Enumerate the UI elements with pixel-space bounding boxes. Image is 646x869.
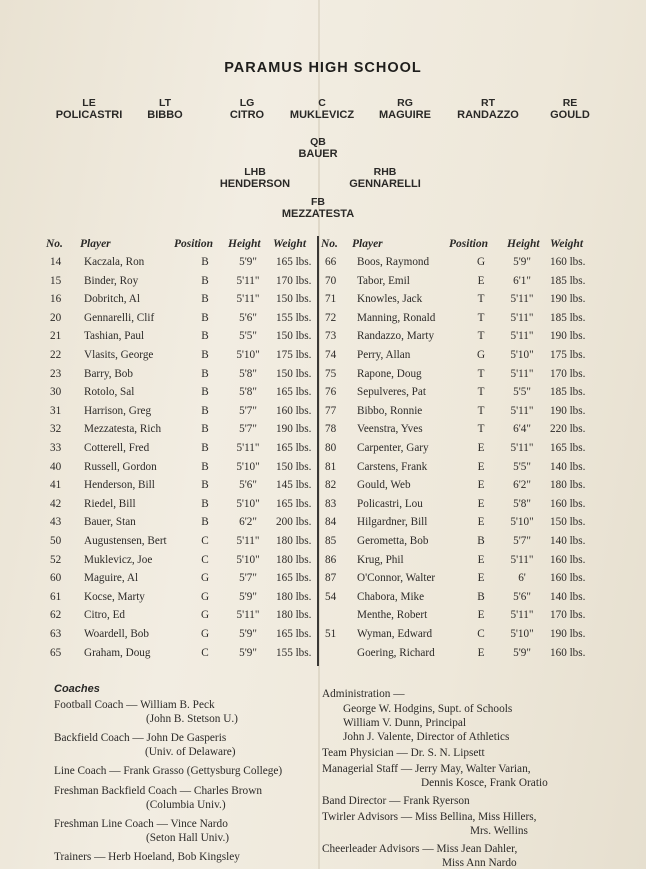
left-roster-player: Maguire, Al (84, 572, 139, 585)
left-roster-position: B (201, 256, 209, 268)
lineup-fb-abbr: FB (311, 196, 325, 208)
right-roster-height: 6'4" (513, 423, 531, 436)
right-roster-weight: 190 lbs. (550, 404, 586, 417)
football-coach-school: (John B. Stetson U.) (146, 713, 238, 725)
right-roster-player: Carstens, Frank (357, 460, 428, 473)
left-roster-weight: 150 lbs. (276, 460, 312, 473)
right-roster-weight: 160 lbs. (550, 646, 586, 659)
left-roster-position: G (200, 590, 210, 603)
left-roster-position: B (201, 442, 209, 454)
lineup-lt (130, 97, 200, 121)
left-roster-weight: 180 lbs. (276, 590, 312, 603)
freshman-backfield-coach: Freshman Backfield Coach — Charles Brown (54, 785, 263, 797)
right-roster-position: E (477, 553, 485, 566)
right-roster-weight: 170 lbs. (550, 367, 586, 380)
right-roster-weight: 190 lbs. (550, 628, 586, 640)
right-roster-player: Gould, Web (357, 479, 411, 492)
right-roster-player: Hilgardner, Bill (357, 516, 428, 529)
left-roster-height: 5'7" (239, 423, 257, 436)
right-roster-weight: 140 lbs. (550, 460, 586, 473)
left-roster-position: B (201, 479, 209, 492)
left-roster-height: 5'11" (236, 609, 260, 622)
right-roster-position: T (477, 367, 485, 380)
lineup-qb-abbr: QB (310, 136, 326, 148)
trainers: Trainers — Herb Hoeland, Bob Kingsley (54, 851, 240, 863)
football-coach: Football Coach — William B. Peck (54, 699, 215, 711)
left-roster-height: 5'10" (236, 497, 260, 510)
right-roster-row (0, 647, 646, 669)
left-roster-height: 5'5" (239, 330, 257, 343)
right-roster-height: 5'5" (513, 386, 531, 399)
left-roster-position: B (201, 497, 209, 510)
right-roster-no: 85 (325, 535, 337, 547)
right-header-position: Position (449, 238, 488, 250)
left-roster-height: 6'2" (239, 516, 257, 529)
lineup-rg-name: MAGUIRE (379, 109, 431, 121)
right-roster-position: T (477, 330, 485, 343)
left-roster-height: 5'6" (239, 479, 257, 492)
right-roster-player: Wyman, Edward (357, 628, 433, 640)
left-roster-no: 31 (50, 404, 62, 417)
left-roster-player: Rotolo, Sal (84, 386, 135, 399)
left-roster-weight: 145 lbs. (276, 479, 312, 492)
right-roster-no: 72 (325, 311, 337, 324)
right-roster-player: Rapone, Doug (357, 367, 422, 380)
administration-heading: Administration — (322, 688, 405, 700)
left-roster-player: Kaczala, Ron (84, 256, 145, 268)
right-roster-position: E (477, 516, 485, 529)
left-roster-no: 22 (50, 349, 62, 361)
left-roster-height: 5'11" (236, 274, 260, 287)
right-roster-height: 5'10" (510, 516, 534, 529)
right-roster-height: 5'11" (510, 609, 534, 622)
right-roster-no: 82 (325, 479, 337, 492)
right-roster-player: Sepulveres, Pat (357, 386, 426, 399)
page-title: PARAMUS HIGH SCHOOL (224, 60, 422, 76)
right-roster-position: T (477, 423, 485, 436)
left-roster-position: G (200, 572, 210, 585)
right-roster-no: 70 (325, 274, 337, 287)
left-roster-player: Bauer, Stan (84, 516, 136, 529)
right-roster-weight: 190 lbs. (550, 330, 586, 343)
left-roster-no: 42 (50, 497, 62, 510)
left-roster-weight: 180 lbs. (276, 609, 312, 622)
right-roster-player: Policastri, Lou (357, 497, 423, 510)
left-roster-weight: 165 lbs. (276, 497, 312, 510)
left-roster-player: Dobritch, Al (84, 293, 140, 306)
left-roster-weight: 165 lbs. (276, 256, 312, 268)
right-roster-height: 5'11" (510, 404, 534, 417)
lineup-fb-name: MEZZATESTA (281, 208, 355, 220)
right-roster-position: E (477, 609, 485, 622)
left-roster-position: C (201, 535, 209, 547)
right-roster-weight: 190 lbs. (550, 293, 586, 306)
lineup-c-abbr: C (318, 97, 326, 109)
right-header-height: Height (507, 238, 540, 250)
left-roster-player: Henderson, Bill (84, 479, 155, 492)
right-roster-weight: 185 lbs. (550, 311, 586, 324)
right-roster-height: 6' (518, 572, 526, 585)
right-roster-no: 54 (325, 590, 337, 603)
left-roster-no: 41 (50, 479, 62, 492)
left-roster-weight: 180 lbs. (276, 553, 312, 566)
left-roster-no: 16 (50, 293, 62, 306)
left-roster-weight: 160 lbs. (276, 404, 312, 417)
right-header-weight: Weight (550, 238, 584, 250)
lineup-re (535, 97, 605, 121)
right-roster-position: E (477, 497, 485, 510)
right-roster-position: G (476, 349, 486, 361)
right-roster-no: 77 (325, 404, 337, 417)
left-roster-position: B (201, 386, 209, 399)
left-roster-no: 33 (50, 442, 62, 454)
right-roster-player: Menthe, Robert (357, 609, 428, 622)
right-roster-no: 84 (325, 516, 337, 529)
twirler-advisors-1: Twirler Advisors — Miss Bellina, Miss Hillers, (322, 811, 537, 823)
left-roster-no: 15 (50, 274, 62, 287)
right-roster-player: Perry, Allan (357, 349, 411, 361)
lineup-rhb (335, 166, 435, 190)
left-header-weight: Weight (273, 238, 307, 250)
lineup-c-name: MUKLEVICZ (289, 109, 355, 121)
right-roster-player: Carpenter, Gary (357, 442, 429, 454)
left-roster-player: Harrison, Greg (84, 404, 152, 417)
left-roster-height: 5'9" (239, 646, 257, 659)
right-roster-weight: 170 lbs. (550, 609, 586, 622)
right-roster-no: 73 (325, 330, 337, 343)
admin-athletics: John J. Valente, Director of Athletics (343, 731, 510, 743)
lineup-rt-abbr: RT (481, 97, 495, 109)
left-roster-height: 5'11" (236, 442, 260, 454)
left-roster-height: 5'11" (236, 293, 260, 306)
left-roster-weight: 175 lbs. (276, 349, 312, 361)
lineup-rg (365, 97, 445, 121)
left-roster-height: 5'7" (239, 572, 257, 585)
left-roster-height: 5'9" (239, 590, 257, 603)
left-roster-player: Citro, Ed (84, 609, 126, 622)
left-roster-position: G (200, 609, 210, 622)
left-roster-weight: 165 lbs. (276, 386, 312, 399)
right-roster-position: E (477, 572, 485, 585)
right-roster-position: E (477, 646, 485, 659)
right-roster-player: Manning, Ronald (357, 311, 436, 324)
lineup-lg-name: CITRO (229, 109, 265, 121)
lineup-lt-name: BIBBO (147, 109, 183, 121)
right-roster-player: Veenstra, Yves (357, 423, 423, 436)
left-roster-position: C (201, 646, 209, 659)
right-roster-height: 5'9" (513, 646, 531, 659)
right-roster-weight: 160 lbs. (550, 497, 586, 510)
lineup-lg (212, 97, 282, 121)
left-roster-height: 5'7" (239, 404, 257, 417)
left-roster-position: B (201, 516, 209, 529)
left-roster-position: G (200, 628, 210, 640)
left-roster-weight: 165 lbs. (276, 442, 312, 454)
left-roster-player: Vlasits, George (84, 349, 154, 361)
left-roster-no: 62 (50, 609, 62, 622)
left-roster-height: 5'9" (239, 628, 257, 640)
left-roster-no: 63 (50, 628, 62, 640)
right-roster-no: 51 (325, 628, 337, 640)
right-roster-weight: 140 lbs. (550, 590, 586, 603)
left-roster-player: Cotterell, Fred (84, 442, 150, 454)
left-roster-no: 50 (50, 535, 62, 547)
right-roster-no: 75 (325, 367, 337, 380)
right-roster-position: B (477, 535, 485, 547)
left-roster-weight: 155 lbs. (276, 311, 312, 324)
right-roster-weight: 175 lbs. (550, 349, 586, 361)
right-roster-weight: 160 lbs. (550, 572, 586, 585)
right-header-player: Player (352, 238, 383, 250)
left-roster-position: C (201, 553, 209, 566)
freshman-line-coach: Freshman Line Coach — Vince Nardo (54, 818, 228, 830)
right-roster-weight: 160 lbs. (550, 553, 586, 566)
left-roster-no: 61 (50, 590, 62, 603)
right-roster-weight: 165 lbs. (550, 442, 586, 454)
right-header-no: No. (321, 238, 338, 250)
left-roster-position: B (201, 330, 209, 343)
cheerleader-advisors-1: Cheerleader Advisors — Miss Jean Dahler, (322, 843, 518, 855)
left-roster-position: B (201, 274, 209, 287)
lineup-rhb-abbr: RHB (373, 166, 397, 178)
left-roster-position: B (201, 311, 209, 324)
lineup-lt-abbr: LT (158, 97, 172, 109)
right-roster-player: Tabor, Emil (357, 274, 410, 287)
left-roster-player: Kocse, Marty (84, 590, 145, 603)
left-roster-no: 14 (50, 256, 62, 268)
lineup-le-abbr: LE (82, 97, 96, 109)
left-roster-player: Mezzatesta, Rich (84, 423, 162, 436)
left-roster-player: Woardell, Bob (84, 628, 149, 640)
left-roster-position: B (201, 349, 209, 361)
right-roster-position: T (477, 311, 485, 324)
right-roster-height: 5'9" (513, 256, 531, 268)
team-physician: Team Physician — Dr. S. N. Lipsett (322, 747, 485, 759)
lineup-fb (268, 196, 368, 220)
right-roster-position: G (476, 256, 486, 268)
left-roster-player: Binder, Roy (84, 274, 139, 287)
right-roster-position: T (477, 404, 485, 417)
right-roster-no: 81 (325, 460, 337, 473)
left-roster-height: 5'10" (236, 460, 260, 473)
left-header-no: No. (46, 238, 63, 250)
left-roster-player: Barry, Bob (84, 367, 133, 380)
lineup-le-name: POLICASTRI (55, 109, 123, 121)
left-roster-player: Augustensen, Bert (84, 535, 167, 547)
right-roster-weight: 185 lbs. (550, 274, 586, 287)
right-roster-height: 6'2" (513, 479, 531, 492)
band-director: Band Director — Frank Ryerson (322, 795, 470, 807)
right-roster-no: 66 (325, 256, 337, 268)
right-roster-height: 5'5" (513, 460, 531, 473)
left-roster-player: Gennarelli, Clif (84, 311, 155, 324)
right-roster-position: E (477, 274, 485, 287)
left-roster-weight: 165 lbs. (276, 572, 312, 585)
left-roster-no: 23 (50, 367, 62, 380)
lineup-lhb (205, 166, 305, 190)
lineup-rt-name: RANDAZZO (457, 109, 519, 121)
right-roster-player: Chabora, Mike (357, 590, 425, 603)
right-roster-height: 5'11" (510, 367, 534, 380)
left-header-player: Player (80, 238, 111, 250)
right-roster-position: T (477, 386, 485, 399)
coaches-heading: Coaches (54, 683, 100, 695)
right-roster-position: T (477, 293, 485, 306)
lineup-re-name: GOULD (550, 109, 590, 121)
left-roster-position: B (201, 404, 209, 417)
lineup-le (44, 97, 134, 121)
right-roster-weight: 140 lbs. (550, 535, 586, 547)
line-coach: Line Coach — Frank Grasso (Gettysburg College) (54, 765, 283, 777)
left-roster-player: Tashian, Paul (84, 330, 145, 343)
right-roster-height: 5'7" (513, 535, 531, 547)
right-roster-height: 5'11" (510, 553, 534, 566)
left-roster-height: 5'10" (236, 349, 260, 361)
left-roster-weight: 150 lbs. (276, 367, 312, 380)
right-roster-weight: 160 lbs. (550, 256, 586, 268)
cheerleader-advisors-2: Miss Ann Nardo (442, 857, 517, 869)
right-roster-height: 6'1" (513, 274, 531, 287)
backfield-coach: Backfield Coach — John De Gasperis (54, 732, 227, 744)
left-roster-no: 20 (50, 311, 62, 324)
lineup-rt (448, 97, 528, 121)
left-roster-player: Riedel, Bill (84, 497, 136, 510)
right-roster-height: 5'10" (510, 349, 534, 361)
left-roster-player: Russell, Gordon (84, 460, 157, 473)
right-roster-no: 87 (325, 572, 337, 585)
lineup-qb-name: BAUER (298, 148, 338, 160)
left-roster-position: B (201, 460, 209, 473)
left-roster-no: 52 (50, 553, 62, 566)
freshman-backfield-school: (Columbia Univ.) (146, 799, 226, 811)
left-roster-no: 32 (50, 423, 62, 436)
left-roster-weight: 155 lbs. (276, 646, 312, 659)
right-roster-height: 5'10" (510, 628, 534, 640)
left-roster-position: B (201, 423, 209, 436)
right-roster-weight: 220 lbs. (550, 423, 586, 436)
right-roster-weight: 150 lbs. (550, 516, 586, 529)
left-roster-height: 5'9" (239, 256, 257, 268)
right-roster-height: 5'6" (513, 590, 531, 603)
left-roster-weight: 150 lbs. (276, 293, 312, 306)
right-roster-player: Randazzo, Marty (357, 330, 435, 343)
right-roster-height: 5'11" (510, 311, 534, 324)
left-header-height: Height (228, 238, 261, 250)
left-roster-height: 5'10" (236, 553, 260, 566)
right-roster-player: Knowles, Jack (357, 293, 423, 306)
right-roster-no: 74 (325, 349, 337, 361)
left-roster-height: 5'6" (239, 311, 257, 324)
left-roster-no: 43 (50, 516, 62, 529)
admin-principal: William V. Dunn, Principal (343, 717, 467, 729)
right-roster-height: 5'8" (513, 497, 531, 510)
right-roster-position: E (477, 460, 485, 473)
left-roster-position: B (201, 367, 209, 380)
lineup-c (277, 97, 367, 121)
managerial-staff-1: Managerial Staff — Jerry May, Walter Varian, (322, 763, 531, 775)
right-roster-player: Krug, Phil (357, 553, 404, 566)
left-roster-weight: 165 lbs. (276, 628, 312, 640)
right-roster-no: 76 (325, 386, 337, 399)
backfield-coach-school: (Univ. of Delaware) (145, 746, 236, 758)
left-roster-no: 30 (50, 386, 62, 399)
lineup-lhb-abbr: LHB (244, 166, 266, 178)
freshman-line-school: (Seton Hall Univ.) (146, 832, 230, 844)
right-roster-player: O'Connor, Walter (357, 572, 436, 585)
lineup-qb (278, 136, 358, 160)
left-roster-weight: 200 lbs. (276, 516, 312, 529)
twirler-advisors-2: Mrs. Wellins (470, 825, 528, 837)
left-roster-no: 60 (50, 572, 62, 585)
left-roster-no: 40 (50, 460, 62, 473)
right-roster-position: E (477, 442, 485, 454)
lineup-lg-abbr: LG (239, 97, 255, 109)
right-roster-weight: 185 lbs. (550, 386, 586, 399)
left-roster-weight: 170 lbs. (276, 274, 312, 287)
right-roster-no: 71 (325, 293, 337, 306)
right-roster-position: B (477, 590, 485, 603)
lineup-rhb-name: GENNARELLI (349, 178, 421, 190)
right-roster-no: 86 (325, 553, 337, 566)
right-roster-height: 5'11" (510, 330, 534, 343)
left-roster-player: Graham, Doug (84, 646, 151, 659)
right-roster-no: 83 (325, 497, 337, 510)
left-roster-position: B (201, 293, 209, 306)
lineup-rg-abbr: RG (397, 97, 413, 109)
right-roster-position: C (477, 628, 485, 640)
right-roster-position: E (477, 479, 485, 492)
left-roster-weight: 190 lbs. (276, 423, 312, 436)
right-roster-player: Boos, Raymond (357, 256, 430, 268)
left-roster-height: 5'8" (239, 367, 257, 380)
right-roster-weight: 180 lbs. (550, 479, 586, 492)
lineup-re-abbr: RE (562, 97, 578, 109)
right-roster-no: 78 (325, 423, 337, 436)
left-roster-no: 65 (50, 646, 62, 659)
left-roster-weight: 180 lbs. (276, 535, 312, 547)
right-roster-player: Goering, Richard (357, 646, 435, 659)
right-roster-no: 80 (325, 442, 337, 454)
right-roster-player: Bibbo, Ronnie (357, 404, 423, 417)
managerial-staff-2: Dennis Kosce, Frank Oratio (421, 777, 548, 789)
right-roster-height: 5'11" (510, 293, 534, 306)
admin-supt: George W. Hodgins, Supt. of Schools (343, 703, 513, 715)
right-roster-height: 5'11" (510, 442, 534, 454)
left-header-position: Position (174, 238, 213, 250)
right-roster-player: Gerometta, Bob (357, 535, 429, 547)
left-roster-height: 5'8" (239, 386, 257, 399)
lineup-lhb-name: HENDERSON (219, 178, 291, 190)
left-roster-height: 5'11" (236, 535, 260, 547)
left-roster-player: Muklevicz, Joe (84, 553, 153, 566)
left-roster-weight: 150 lbs. (276, 330, 312, 343)
left-roster-no: 21 (50, 330, 62, 343)
